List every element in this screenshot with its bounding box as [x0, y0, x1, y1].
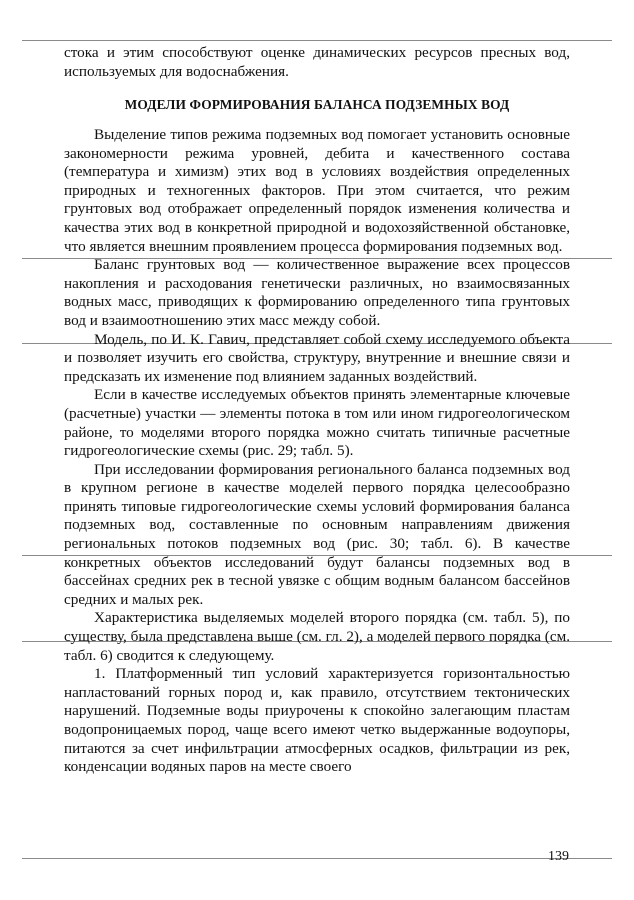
intro-text — [64, 44, 570, 81]
page-number: 139 — [548, 849, 569, 864]
paragraph: Если в качестве исследуемых объектов принять элементарные ключевые (расчетные) участки — элементы потока в том или ином гидрогеологическом районе, то моделями второго порядка можно считать типичные расчетные гидрогеологические схемы (рис. 29; табл. 5). — [64, 386, 570, 460]
intro-paragraph: стока и этим способствуют оценке динамических ресурсов пресных вод, используемых для водоснабжения. — [64, 44, 570, 80]
paragraph: 1. Платформенный тип условий характеризуется горизонтальностью напластований горных пород и, как правило, отсутствием тектонических нарушений. Подземные воды приурочены к спокойно залегающим пластам водопроницаемых пород, чаще всего имеют четко выдержанные водоупоры, питаются за счет инфильтрации атмосферных осадков, фильтрации из рек, конденсации водяных паров на месте своего — [64, 665, 570, 776]
section-heading: МОДЕЛИ ФОРМИРОВАНИЯ БАЛАНСА ПОДЗЕМНЫХ ВОД — [124, 97, 510, 112]
body-text — [64, 126, 570, 777]
scan-line — [22, 858, 612, 859]
scan-line — [22, 40, 612, 41]
paragraph: Характеристика выделяемых моделей второго порядка (см. табл. 5), по существу, была представлена выше (см. гл. 2), а моделей первого порядка (см. табл. 6) сводится к следующему. — [64, 609, 570, 664]
paragraph: Модель, по И. К. Гавич, представляет собой схему исследуемого объекта и позволяет изучить его свойства, структуру, внутренние и внешние связи и предсказать их изменение под влиянием заданных воздействий. — [64, 330, 570, 385]
paragraph: Баланс грунтовых вод — количественное выражение всех процессов накопления и расходования генетически различных, но взаимосвязанных водных масс, приводящих к формированию определенного типа грунтовых вод и взаимоотношению этих масс между собой. — [64, 256, 570, 329]
paragraph: Выделение типов режима подземных вод помогает установить основные закономерности режима уровней, дебита и качественного состава (температура и химизм) этих вод в условиях воздействия определенных природных и техногенных факторов. При этом считается, что режим грунтовых вод отображает определенный порядок изменения количества и качества этих вод в конкретной природной и водохозяйственной обстановке, что является внешним проявлением процесса формирования подземных вод. — [64, 126, 570, 255]
paragraph: При исследовании формирования регионального баланса подземных вод в крупном регионе в качестве моделей первого порядка целесообразно принять типовые гидрогеологические схемы условий формирования баланса подземных вод, составленные по основным направлениям движения региональных потоков подземных вод (рис. 30; табл. 6). В качестве конкретных объектов исследований будут балансы подземных вод в бассейнах средних рек в тесной увязке с общим водным балансом бассейнов средних и малых рек. — [64, 460, 570, 608]
